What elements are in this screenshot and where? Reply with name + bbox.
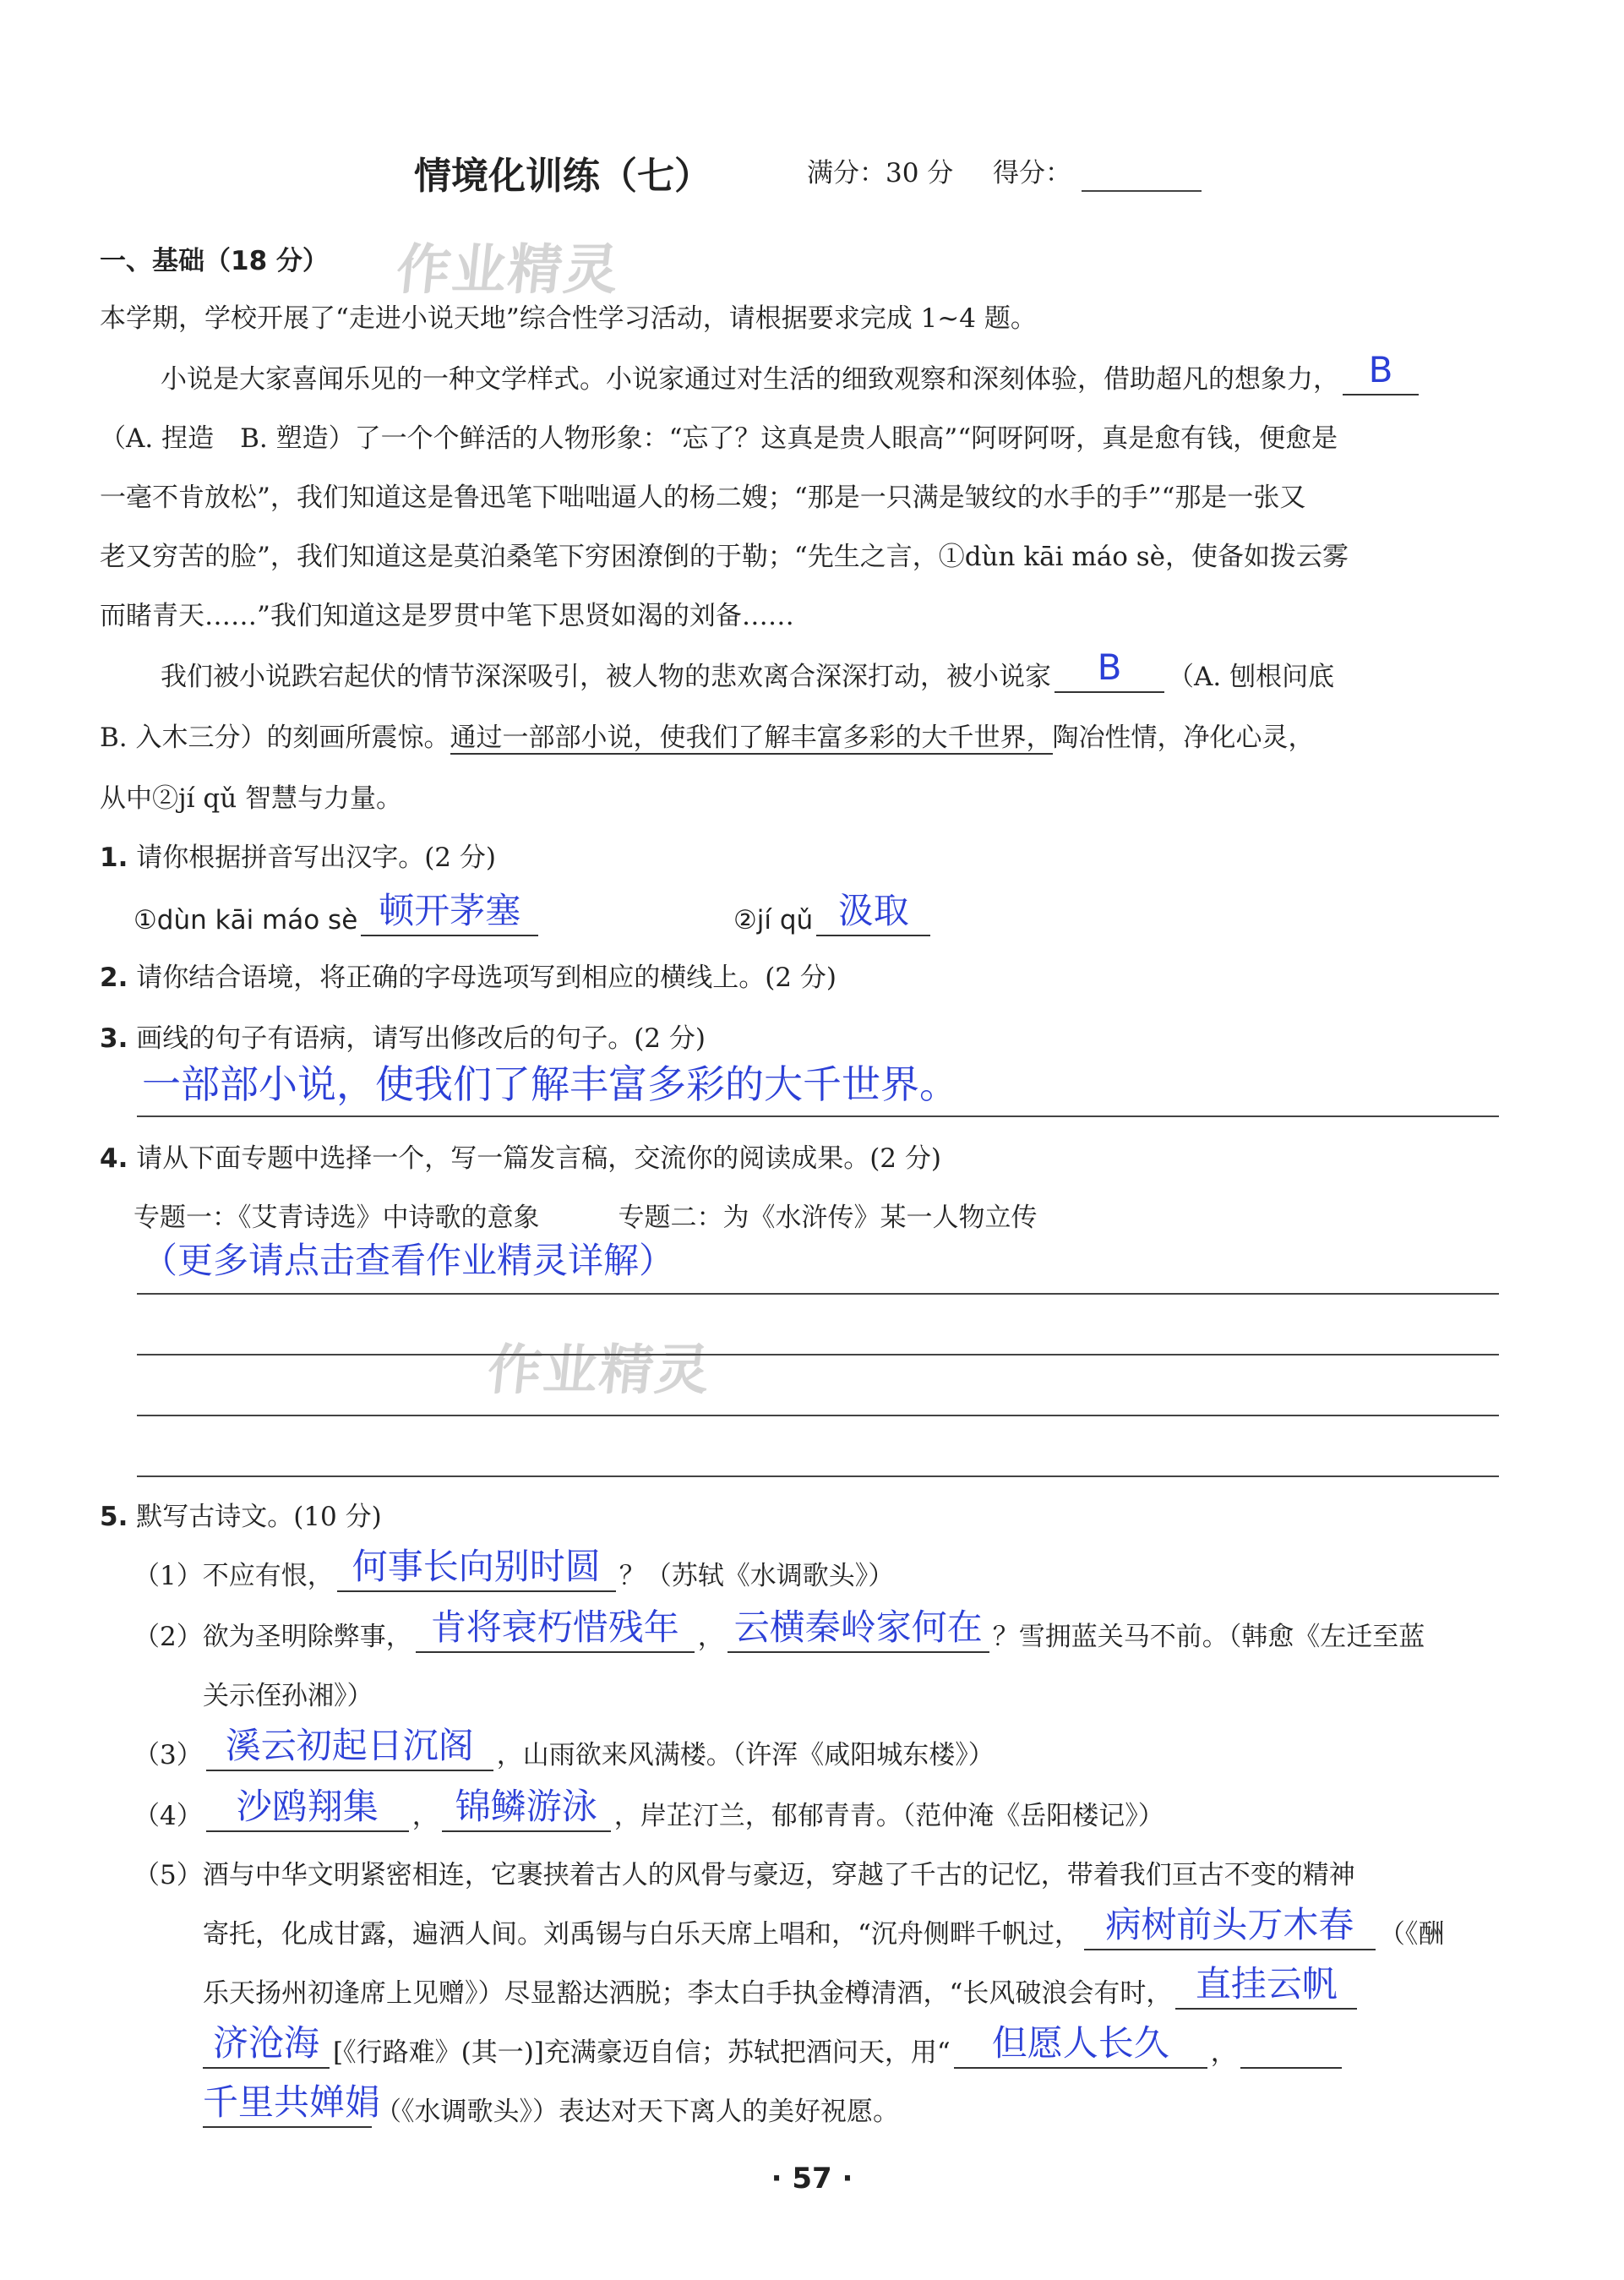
handwritten-answer: B	[1368, 349, 1393, 390]
q3-handwritten-answer: 一部部小说，使我们了解丰富多彩的大千世界。	[142, 1061, 958, 1107]
question-text: 请你根据拼音写出汉字。(2 分)	[136, 843, 496, 873]
answer-blank[interactable]	[1240, 2040, 1342, 2069]
q1-answer-row	[134, 890, 542, 936]
passage-text: 我们被小说跌宕起伏的情节深深吸引，被人物的悲欢离合深深打动，被小说家	[161, 662, 1051, 692]
answer-blank[interactable]	[1084, 1904, 1376, 1950]
handwritten-answer: 肯将衰朽惜残年	[430, 1606, 679, 1648]
q5-item-5-line1: （5）酒与中华文明紧密相连，它裹挟着古人的风骨与豪迈，穿越了千古的记忆，带着我们亘古不变的精神	[134, 1860, 1355, 1890]
item-text: ，山雨欲来风满楼。（许浑《咸阳城东楼》）	[496, 1740, 995, 1770]
item-text: （1）不应有恨，	[134, 1561, 334, 1591]
question-number: 2.	[100, 963, 128, 993]
passage-p2-line3: 从中②jí qǔ 智慧与力量。	[100, 783, 403, 814]
answer-blank[interactable]	[442, 1786, 611, 1832]
question-number: 4.	[100, 1143, 128, 1174]
watermark-top: 作业精灵	[393, 239, 624, 302]
score-label: 得分：	[993, 158, 1071, 188]
answer-blank[interactable]	[816, 890, 930, 936]
handwritten-answer: 但愿人长久	[991, 2022, 1169, 2064]
item-text: （4）	[134, 1801, 203, 1831]
q4-handwritten-answer: （更多请点击查看作业精灵详解）	[142, 1240, 675, 1281]
q1-answer-row-b	[733, 890, 934, 936]
passage-p2-line1	[161, 646, 1335, 693]
q5-item-5-line4: 济沧海 [《行路难》(其一)]充满豪迈自信；苏轼把酒问天，用“ 但愿人长久 ，	[199, 2037, 1345, 2069]
q5-item-1	[134, 1546, 895, 1592]
answer-blank[interactable]	[206, 1725, 493, 1771]
q5-item-5-line3	[203, 1963, 1360, 2010]
answer-blank[interactable]	[203, 2081, 381, 2128]
answer-blank[interactable]	[337, 1546, 616, 1592]
answer-blank[interactable]	[954, 2022, 1207, 2069]
passage-p1-line2: （A. 捏造 B. 塑造）了一个个鲜活的人物形象：“忘了？这真是贵人眼高”“阿呀阿呀，真是愈有钱，便愈是	[100, 423, 1338, 454]
handwritten-answer: 何事长向别时圆	[352, 1546, 601, 1587]
handwritten-answer: 病树前头万木春	[1105, 1904, 1354, 1945]
handwritten-answer: 云横秦岭家何在	[733, 1606, 983, 1648]
answer-line[interactable]	[137, 1415, 1499, 1416]
passage-p1-line5: 而睹青天……”我们知道这是罗贯中笔下思贤如渴的刘备……	[100, 601, 794, 631]
item-text: （3）	[134, 1740, 203, 1770]
item-text: ？（苏轼《水调歌头》）	[619, 1561, 895, 1591]
handwritten-answer: 顿开茅塞	[379, 890, 521, 931]
item-text: ，岸芷汀兰，郁郁青青。（范仲淹《岳阳楼记》）	[613, 1801, 1164, 1831]
passage-text: 陶冶性情，净化心灵，	[1052, 723, 1315, 753]
answer-line[interactable]	[137, 1115, 1499, 1117]
item-text: ？雪拥蓝关马不前。（韩愈《左迁至蓝	[992, 1622, 1425, 1652]
section-intro: 本学期，学校开展了“走进小说天地”综合性学习活动，请根据要求完成 1~4 题。	[100, 303, 1037, 334]
question-5	[100, 1501, 382, 1533]
passage-text: B. 入木三分）的刻画所震惊。	[100, 723, 450, 753]
question-text: 请从下面专题中选择一个，写一篇发言稿，交流你的阅读成果。(2 分)	[136, 1143, 941, 1174]
passage-text: 小说是大家喜闻乐见的一种文学样式。小说家通过对生活的细致观察和深刻体验，借助超凡的想象力，	[161, 364, 1339, 395]
page-number: · 57 ·	[771, 2162, 853, 2195]
question-1	[100, 842, 496, 874]
answer-line[interactable]	[137, 1475, 1499, 1477]
question-number: 1.	[100, 843, 128, 873]
passage-p1-line3: 一毫不肯放松”，我们知道这是鲁迅笔下咄咄逼人的杨二嫂；“那是一只满是皱纹的水手的手”“那是一张又	[100, 483, 1306, 513]
question-2	[100, 962, 837, 994]
q1-label-a: ①dùn kāi máo sè	[134, 905, 358, 935]
handwritten-answer: 汲取	[837, 890, 909, 931]
underlined-sentence: 通过一部部小说，使我们了解丰富多彩的大千世界，	[450, 723, 1053, 753]
question-text: 默写古诗文。(10 分)	[136, 1502, 382, 1532]
passage-text: （A. 刨根问底	[1168, 662, 1335, 692]
answer-blank[interactable]	[203, 2022, 330, 2069]
handwritten-answer: 锦鳞游泳	[455, 1786, 597, 1827]
q5-item-2-cont: 关示侄孙湘》）	[203, 1681, 373, 1711]
item-text: （《水调歌头》）表达对天下离人的美好祝愿。	[375, 2097, 899, 2127]
q5-item-5-line5	[199, 2081, 899, 2128]
item-text: （2）欲为圣明除弊事，	[134, 1622, 412, 1652]
full-score-label: 满分：30 分	[807, 158, 954, 188]
answer-blank[interactable]	[206, 1786, 409, 1832]
q5-item-3	[134, 1725, 995, 1771]
passage-p1-line4: 老又穷苦的脸”，我们知道这是莫泊桑笔下穷困潦倒的于勒；“先生之言，①dùn kāi máo sè，使备如拨云雾	[100, 542, 1349, 572]
q5-item-4: （4） 沙鸥翔集 ， 锦鳞游泳 ，岸芷汀兰，郁郁青青。（范仲淹《岳阳楼记》）	[134, 1786, 1164, 1831]
item-text: 乐天扬州初逢席上见赠》）尽显豁达洒脱；李太白手执金樽清酒，“长风破浪会有时，	[203, 1978, 1173, 2009]
answer-line[interactable]	[137, 1354, 1499, 1355]
question-text: 请你结合语境，将正确的字母选项写到相应的横线上。(2 分)	[136, 963, 837, 993]
handwritten-answer: 沙鸥翔集	[236, 1786, 379, 1827]
page-title: 情境化训练（七）	[414, 155, 711, 198]
answer-blank[interactable]	[1055, 646, 1164, 693]
answer-blank[interactable]	[1343, 349, 1419, 395]
handwritten-answer: B	[1097, 646, 1122, 688]
passage-p2-line2	[100, 722, 1315, 754]
q1-label-b: ②jí qǔ	[733, 905, 814, 935]
handwritten-answer: 千里共婵娟	[203, 2081, 381, 2123]
question-number: 5.	[100, 1502, 128, 1532]
question-text: 画线的句子有语病，请写出修改后的句子。(2 分)	[136, 1023, 706, 1054]
handwritten-answer: 溪云初起日沉阁	[225, 1725, 474, 1766]
answer-blank[interactable]	[1175, 1963, 1357, 2010]
passage-p1-line1	[161, 349, 1422, 395]
question-4	[100, 1143, 941, 1175]
answer-line[interactable]	[137, 1293, 1499, 1295]
question-3	[100, 1023, 706, 1055]
q5-item-2: （2）欲为圣明除弊事， 肯将衰朽惜残年 ， 云横秦岭家何在 ？雪拥蓝关马不前。（韩愈《左迁至蓝	[134, 1606, 1425, 1652]
answer-blank[interactable]	[728, 1606, 989, 1653]
item-text: （《酬	[1378, 1919, 1445, 1950]
q4-topics: 专题一：《艾青诗选》中诗歌的意象 专题二：为《水浒传》某一人物立传	[134, 1203, 1038, 1233]
question-number: 3.	[100, 1023, 128, 1054]
score-blank	[1082, 190, 1202, 192]
section-heading: 一、基础（18 分）	[100, 246, 329, 276]
handwritten-answer: 济沧海	[212, 2022, 319, 2064]
answer-blank[interactable]	[416, 1606, 695, 1653]
handwritten-answer: 直挂云帆	[1195, 1963, 1338, 2005]
item-text: [《行路难》(其一)]充满豪迈自信；苏轼把酒问天，用“	[333, 2037, 951, 2068]
q5-item-5-line2	[203, 1904, 1445, 1950]
answer-blank[interactable]	[361, 890, 538, 936]
item-text: 寄托，化成甘露，遍洒人间。刘禹锡与白乐天席上唱和，“沉舟侧畔千帆过，	[203, 1919, 1081, 1950]
watermark-middle: 作业精灵	[484, 1339, 715, 1402]
